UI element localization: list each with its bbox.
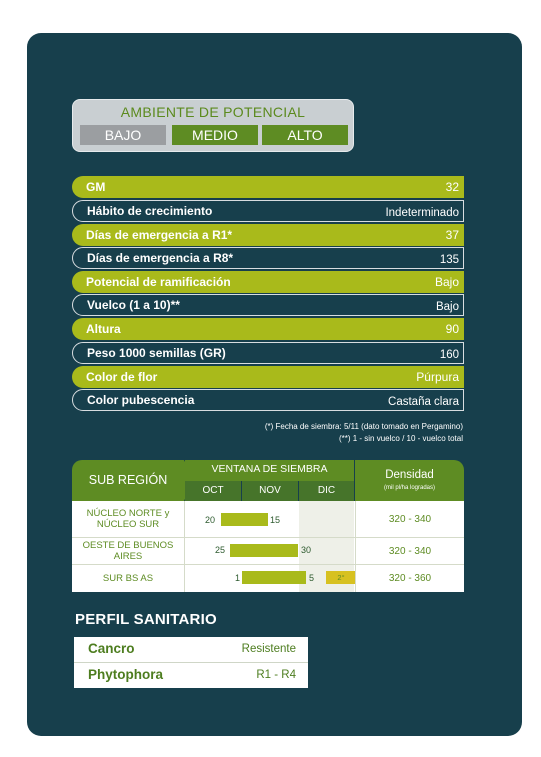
month-dic: DIC [299,481,354,501]
spec-value: Púrpura [416,370,459,384]
spec-row-days-r1 [72,224,464,246]
region-cell: OESTE DE BUENOS AIRES [72,538,185,564]
health-profile-title: PERFIL SANITARIO [75,611,217,628]
potential-environment-box [72,99,354,152]
second-window-badge: 2° [326,571,356,584]
spec-label: Color pubescencia [87,393,195,407]
month-oct: OCT [185,481,241,501]
window-start: 25 [215,545,226,555]
window-end: 30 [301,545,312,555]
disease-name: Phytophora [88,667,164,682]
health-profile-table [74,637,308,688]
spec-row-flower-color [72,366,464,388]
sowing-table-body [72,501,464,592]
footnote-sowing-date: (*) Fecha de siembra: 5/11 (dato tomado en Pergamino) [264,422,463,431]
spec-label: Hábito de crecimiento [87,204,213,218]
spec-label: Color de flor [86,370,158,384]
sowing-window-table [72,460,464,592]
spec-value: 32 [445,180,459,194]
sowing-window-bar [230,544,298,557]
sowing-window-bar [221,513,268,526]
disease-value: R1 - R4 [256,669,296,681]
potential-level-medium: MEDIO [172,125,258,145]
health-row-cancro [74,637,308,662]
spec-value: 90 [445,322,459,336]
sub-region-header: SUB REGIÓN [72,460,184,501]
density-cell: 320 - 360 [355,565,464,592]
spec-label: Potencial de ramificación [86,275,231,289]
density-subtitle: (mil pl/ha logradas) [383,485,436,491]
spec-row-pubescence [72,389,464,411]
spec-label: GM [86,180,106,194]
sowing-window-header: VENTANA DE SIEMBRA [185,460,354,481]
density-cell: 320 - 340 [355,501,464,537]
potential-level-low: BAJO [80,125,166,145]
density-header [355,460,464,501]
spec-label: Peso 1000 semillas (GR) [87,346,226,360]
spec-row-gm [72,176,464,198]
window-end: 15 [270,515,281,525]
spec-row-days-r8 [72,247,464,269]
spec-value: Castaña clara [388,396,459,408]
spec-value: 160 [439,349,459,361]
spec-label: Vuelco (1 a 10)** [87,298,180,312]
spec-row-growth-habit [72,200,464,222]
spec-value: 135 [439,254,459,266]
density-title: Densidad [385,469,434,481]
potential-level-high: ALTO [262,125,348,145]
window-start: 1 [235,573,241,583]
window-start: 20 [205,515,216,525]
spec-row-branching [72,271,464,293]
spec-value: Bajo [434,275,459,289]
spec-row-lodging [72,294,464,316]
month-nov: NOV [242,481,298,501]
sowing-window-bar [242,571,306,584]
spec-label: Días de emergencia a R1* [86,228,233,242]
spec-row-seed-weight [72,342,464,364]
spec-label: Días de emergencia a R8* [87,251,234,265]
potential-title: AMBIENTE DE POTENCIAL [120,104,306,120]
region-cell: NÚCLEO NORTE y NÚCLEO SUR [72,501,185,537]
window-end: 5 [309,573,315,583]
health-row-phytophora [74,663,308,688]
spec-value: Bajo [435,301,459,313]
spec-value: Indeterminado [385,207,459,219]
disease-name: Cancro [88,641,135,656]
density-cell: 320 - 340 [355,538,464,564]
spec-label: Altura [86,322,121,336]
disease-value: Resistente [241,643,296,655]
region-cell: SUR BS AS [72,565,185,592]
spec-value: 37 [445,228,459,242]
spec-row-height [72,318,464,340]
footnote-lodging-scale: (**) 1 - sin vuelco / 10 - vuelco total [338,434,463,443]
